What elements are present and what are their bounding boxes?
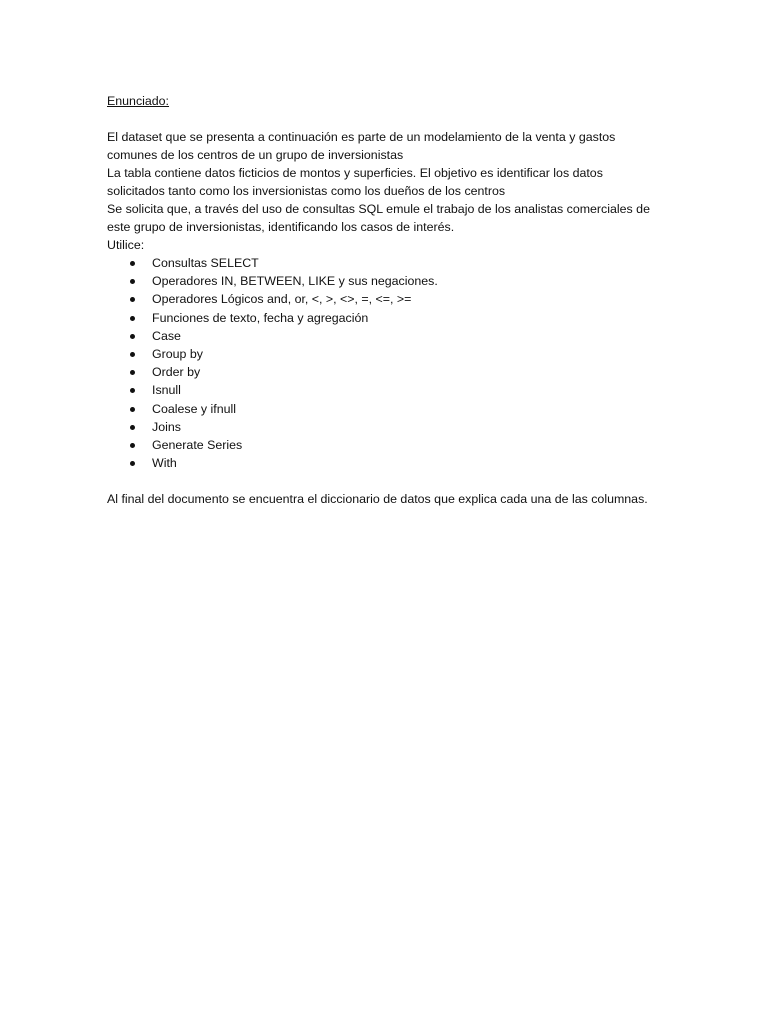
bullet-icon [130,407,135,412]
spacer [107,472,667,490]
paragraph-3-line-2: este grupo de inversionistas, identificando los casos de interés. [107,220,455,234]
list-item [107,436,667,454]
list-item [107,418,667,436]
document-page [107,92,667,508]
list-item [107,327,667,345]
bullet-icon [130,461,135,466]
list-item-text: Consultas SELECT [152,256,259,270]
list-item-text: Case [152,328,181,343]
bullet-icon [130,388,135,393]
utilice-label: Utilice: [107,238,145,252]
list-item-text: Funciones de texto, fecha y agregación [152,310,369,325]
list-item [107,272,667,290]
list-item [107,290,667,308]
list-item-text: Operadores Lógicos and, or, <, >, <>, =, <=, >= [152,292,412,307]
list-item-text: Group by [152,346,203,361]
list-item-text: Operadores IN, BETWEEN, LIKE y sus negaciones. [152,274,438,289]
list-item [107,454,667,472]
bullet-icon [130,334,135,339]
paragraph-2-line-2: solicitados tanto como los inversionistas como los dueños de los centros [107,184,506,198]
bullet-icon [130,443,135,448]
list-item-text: Joins [152,419,181,434]
list-item [107,345,667,363]
bullet-icon [130,316,135,321]
list-item [107,381,667,399]
paragraph-3-line-1: Se solicita que, a través del uso de consultas SQL emule el trabajo de los analistas comerciales de [107,202,650,216]
bullet-icon [130,425,135,430]
list-item-text: Isnull [152,383,181,398]
bullet-icon [130,261,135,266]
paragraph-1-line-2: comunes de los centros de un grupo de inversionistas [107,148,404,162]
paragraph-2-line-1: La tabla contiene datos ficticios de montos y superficies. El objetivo es identificar los datos [107,166,603,180]
spacer [107,110,667,128]
closing-paragraph: Al final del documento se encuentra el diccionario de datos que explica cada una de las columnas. [107,492,648,507]
list-item-text: Order by [152,365,201,380]
bullet-list [107,254,667,472]
bullet-icon [130,279,135,284]
list-item [107,363,667,381]
list-item [107,309,667,327]
list-item [107,400,667,418]
list-item [107,254,667,272]
bullet-icon [130,352,135,357]
bullet-icon [130,297,135,302]
document-heading: Enunciado: [107,94,170,108]
paragraph-1-line-1: El dataset que se presenta a continuación es parte de un modelamiento de la venta y gastos [107,130,616,144]
bullet-icon [130,370,135,375]
list-item-text: Coalese y ifnull [152,401,237,416]
list-item-text: Generate Series [152,437,243,452]
list-item-text: With [152,456,177,471]
